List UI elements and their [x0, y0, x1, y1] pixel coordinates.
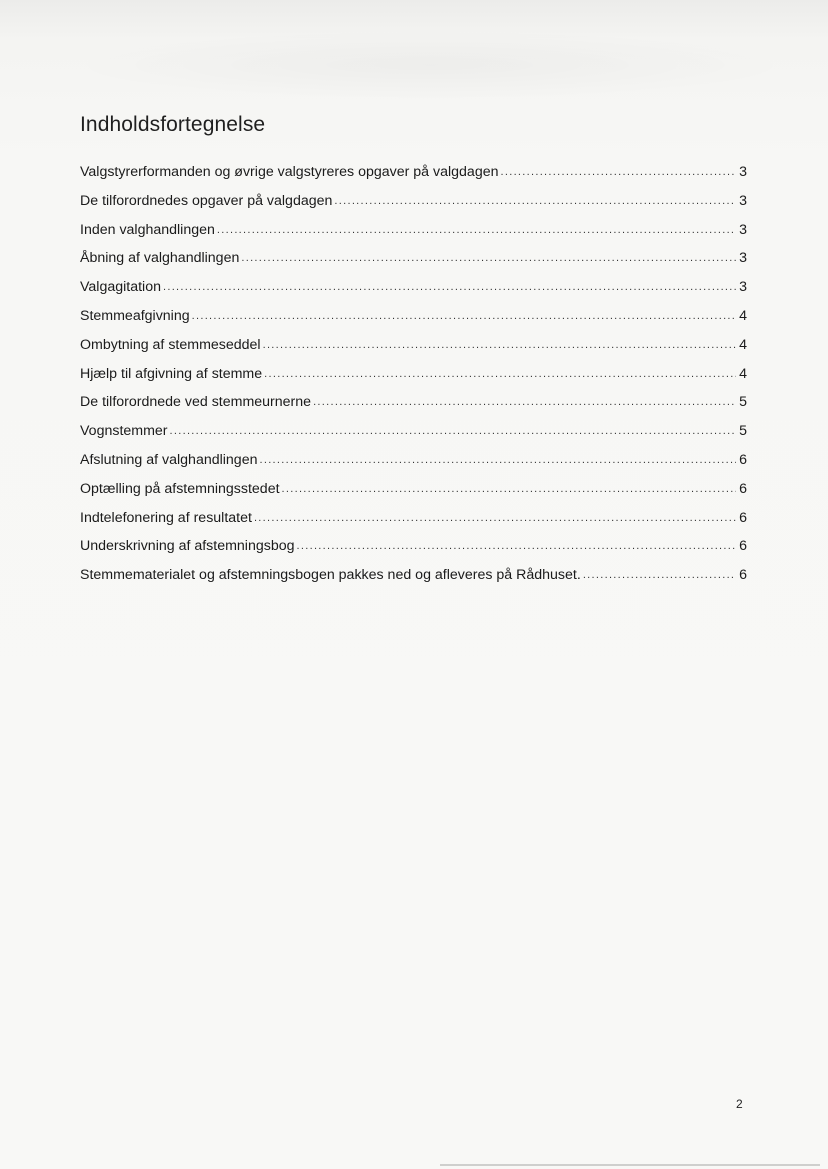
toc-entry[interactable] — [80, 279, 747, 308]
toc-entry[interactable] — [80, 423, 747, 452]
toc-leader-dots — [163, 278, 736, 294]
toc-entry-page: 6 — [739, 480, 747, 497]
toc-leader-dots — [297, 537, 736, 553]
toc-leader-dots — [334, 192, 736, 208]
toc-entry-page: 4 — [739, 336, 747, 353]
toc-leader-dots — [192, 307, 736, 323]
scan-edge-line — [440, 1164, 820, 1166]
toc-entry-page: 5 — [739, 423, 747, 440]
toc-leader-dots — [170, 422, 736, 438]
toc-leader-dots — [282, 480, 736, 496]
table-of-contents — [80, 164, 747, 596]
toc-entry-page: 6 — [739, 509, 747, 526]
toc-entry-page: 3 — [739, 164, 747, 180]
toc-entry-page: 4 — [739, 365, 747, 382]
toc-entry-title: Afslutning af valghandlingen — [80, 451, 258, 468]
toc-leader-dots — [263, 336, 736, 352]
toc-entry-title: Vognstemmer — [80, 423, 168, 440]
page-title: Indholdsfortegnelse — [80, 113, 266, 136]
toc-entry[interactable] — [80, 193, 747, 222]
toc-entry[interactable] — [80, 308, 747, 337]
toc-entry[interactable] — [80, 452, 747, 481]
toc-entry-title: Hjælp til afgivning af stemme — [80, 365, 263, 382]
toc-entry-page: 3 — [739, 192, 747, 209]
toc-leader-dots — [241, 249, 736, 265]
toc-entry-title: Inden valghandlingen — [80, 221, 215, 238]
toc-leader-dots — [313, 393, 736, 409]
toc-entry[interactable] — [80, 366, 747, 395]
toc-entry[interactable] — [80, 222, 747, 251]
toc-entry-title: Underskrivning af afstemningsbog — [80, 538, 295, 555]
toc-entry[interactable] — [80, 510, 747, 539]
toc-entry-title: Stemmeafgivning — [80, 307, 190, 324]
page-number: 2 — [736, 1097, 743, 1111]
toc-entry-page: 5 — [739, 394, 747, 411]
toc-entry-title: Åbning af valghandlingen — [80, 250, 240, 267]
toc-entry-title: De tilforordnede ved stemmeurnerne — [80, 394, 312, 411]
toc-entry-page: 6 — [739, 451, 747, 468]
toc-leader-dots — [259, 451, 736, 467]
toc-entry-title: De tilforordnedes opgaver på valgdagen — [80, 192, 333, 209]
toc-leader-dots — [264, 365, 736, 381]
toc-entry[interactable] — [80, 567, 747, 596]
toc-entry-title: Stemmematerialet og afstemningsbogen pakkes ned og afleveres på Rådhuset. — [80, 567, 581, 584]
toc-entry-page: 6 — [739, 538, 747, 555]
toc-entry[interactable] — [80, 481, 747, 510]
toc-entry[interactable] — [80, 250, 747, 279]
toc-entry-page: 3 — [739, 279, 747, 296]
toc-entry-page: 3 — [739, 250, 747, 267]
toc-leader-dots — [583, 566, 736, 582]
toc-entry-title: Optælling på afstemningsstedet — [80, 480, 280, 497]
toc-entry[interactable] — [80, 394, 747, 423]
toc-entry-title: Indtelefonering af resultatet — [80, 509, 252, 526]
toc-entry-title: Ombytning af stemmeseddel — [80, 336, 261, 353]
toc-entry[interactable] — [80, 164, 747, 193]
toc-entry[interactable] — [80, 337, 747, 366]
toc-entry-title: Valgstyrerformanden og øvrige valgstyreres opgaver på valgdagen — [80, 164, 499, 180]
toc-entry-title: Valgagitation — [80, 279, 161, 296]
toc-leader-dots — [501, 163, 737, 179]
toc-entry-page: 4 — [739, 307, 747, 324]
toc-entry-page: 6 — [739, 567, 747, 584]
scan-shadow — [60, 30, 800, 100]
toc-entry[interactable] — [80, 538, 747, 567]
toc-entry-page: 3 — [739, 221, 747, 238]
toc-leader-dots — [254, 509, 736, 525]
toc-leader-dots — [217, 221, 736, 237]
